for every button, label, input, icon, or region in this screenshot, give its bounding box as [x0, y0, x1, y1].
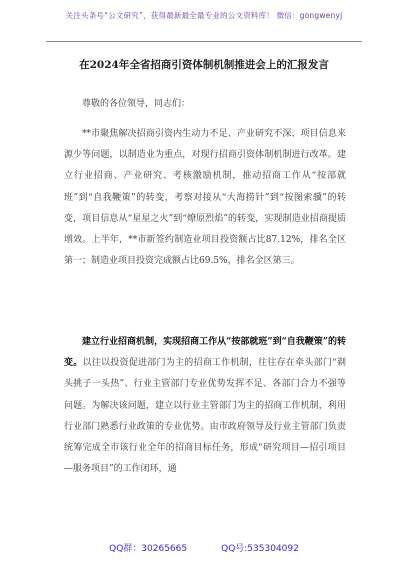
- header-divider: [46, 41, 362, 42]
- footer-contact: [0, 541, 408, 554]
- body-paragraph: [64, 124, 346, 272]
- header-banner: 关注头条号“公文研究”，获得最新最全最专业的公文资料库！ 微信：gongwenyj: [65, 11, 343, 20]
- paragraph-text: 以往以投资促进部门为主的招商工作机制，往往存在牵头部门“剃头挑子一头热”、行业主管部门专业优势发挥不足、各部门合力不强等问题。为解决该问题，建立以行业主管部门为主的招商工作机制，利用行业部门熟悉行业政策的专业优势。由市政府领导及行业主管部门负责统筹完成全市该行业全年的招商目标任务，形成“研究项目—招引项目—服务项目”的工作闭环，通: [64, 358, 346, 475]
- qq-group-number: QQ群：30265665: [109, 544, 188, 554]
- body-paragraph: [64, 332, 346, 480]
- paragraph-lead-heading: 建立行业招商机制，实现招商工作从“按部就班”到“自我鞭策”的转变。: [64, 337, 346, 369]
- document-title: 在2024年全省招商引资体制机制推进会上的汇报发言: [79, 59, 329, 71]
- salutation: 尊敬的各位领导，同志们：: [82, 99, 191, 109]
- qq-account-number: QQ号:535304092: [221, 544, 299, 554]
- paragraph-text: **市聚焦解决招商引资内生动力不足、产业研究不深、项目信息来源少等问题，以制造业为重点，对现行招商引资体制机制进行改革。建立行业招商、产业研究、考核激励机制，推动招商工作从“按部就班”到“自我鞭策”的转变，考察对接从“大海捞针”到“按图索骥”的转变，项目信息从“星星之火”到“燎原烈焰”的转变，实现制造业招商提质增效。上半年，**市新签约制造业项目投资额占比87.12%，排名全区第一；制造业项目投资完成额占比69.5%，排名全区第三。: [64, 129, 346, 267]
